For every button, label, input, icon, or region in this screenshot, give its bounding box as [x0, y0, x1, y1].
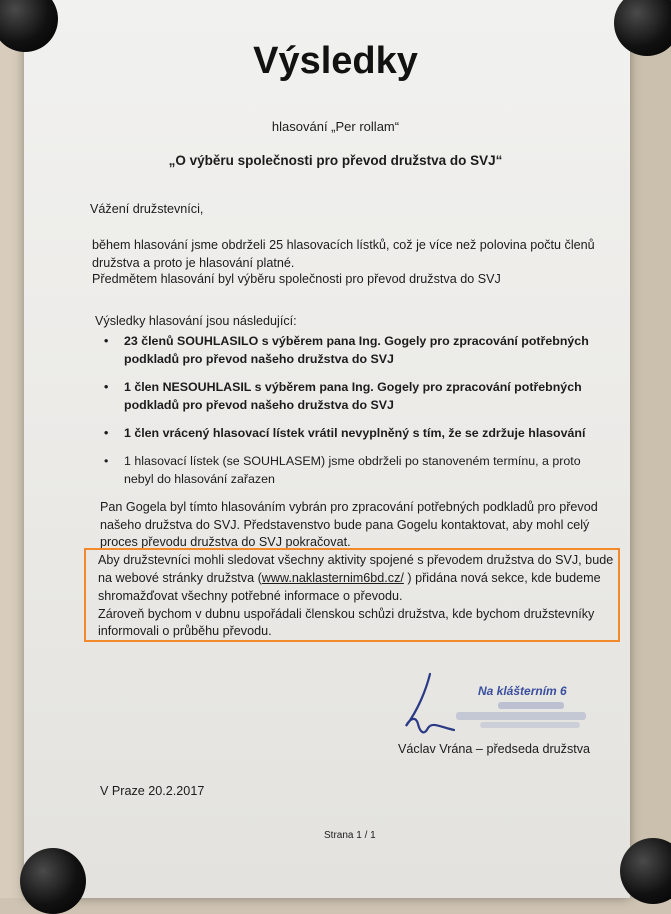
- results-heading: Výsledky hlasování jsou následující:: [95, 314, 297, 328]
- meeting-line: informovali o průběhu převodu.: [98, 624, 272, 638]
- result-line: 1 hlasovací lístek (se SOUHLASEM) jsme obdrželi po stanoveném termínu, a proto: [124, 454, 581, 468]
- selection-line: Pan Gogela byl tímto hlasováním vybrán pro zpracování potřebných podkladů pro převod: [100, 500, 598, 514]
- document-subject: „O výběru společnosti pro převod družstva do SVJ“: [168, 153, 503, 168]
- stamp-title: Na klášterním 6: [478, 684, 567, 698]
- website-line: shromažďovat všechny potřebné informace o převodu.: [98, 589, 403, 603]
- page-number: Strana 1 / 1: [324, 830, 376, 841]
- bullet-icon: •: [104, 454, 109, 468]
- place-date: V Praze 20.2.2017: [100, 784, 205, 798]
- result-line: 1 člen vrácený hlasovací lístek vrátil nevyplněný s tím, že se zdržuje hlasování: [124, 426, 586, 440]
- bullet-icon: •: [104, 380, 109, 394]
- website-line: Aby družstevníci mohli sledovat všechny aktivity spojené s převodem družstva do SVJ, bude: [98, 553, 614, 567]
- results-list: [100, 332, 610, 498]
- greeting: Vážení družstevníci,: [90, 202, 204, 216]
- stamp-blur: [498, 702, 564, 709]
- list-item: [100, 378, 610, 414]
- stamp-blur: [456, 712, 586, 720]
- website-line-start: na webové stránky družstva (: [98, 571, 262, 585]
- bullet-icon: •: [104, 334, 109, 348]
- document-title: Výsledky: [253, 40, 418, 82]
- website-line-end: ) přidána nová sekce, kde budeme: [403, 571, 601, 585]
- list-item: [100, 424, 610, 442]
- list-item: [100, 332, 610, 368]
- website-line: [98, 569, 601, 587]
- bullet-icon: •: [104, 426, 109, 440]
- intro-line: během hlasování jsme obdrželi 25 hlasovacích lístků, což je více než polovina počtu členů: [92, 238, 595, 252]
- signatory: Václav Vrána – předseda družstva: [398, 742, 591, 756]
- stamp-seal: [450, 680, 600, 732]
- intro-line: družstva a proto je hlasování platné.: [92, 256, 295, 270]
- meeting-line: Zároveň bychom v dubnu uspořádali členskou schůzi družstva, kde bychom družstevníky: [98, 607, 595, 621]
- list-item: [100, 452, 610, 488]
- document-subtitle: hlasování „Per rollam“: [271, 119, 400, 134]
- stamp-blur: [480, 722, 580, 728]
- result-line: podkladů pro převod našeho družstva do SVJ: [124, 352, 394, 366]
- intro-line: Předmětem hlasování byl výběru společnosti pro převod družstva do SVJ: [92, 272, 501, 286]
- result-line: podkladů pro převod našeho družstva do SVJ: [124, 398, 394, 412]
- result-line: nebyl do hlasování zařazen: [124, 472, 275, 486]
- selection-line: našeho družstva do SVJ. Představenstvo bude pana Gogelu kontaktovat, aby mohl celý: [100, 518, 590, 532]
- result-line: 23 členů SOUHLASILO s výběrem pana Ing. Gogely pro zpracování potřebných: [124, 334, 589, 348]
- website-link[interactable]: www.naklasternim6bd.cz/: [261, 571, 404, 585]
- magnet-bottom-left: [20, 848, 86, 914]
- result-line: 1 člen NESOUHLASIL s výběrem pana Ing. Gogely pro zpracování potřebných: [124, 380, 582, 394]
- selection-line: proces převodu družstva do SVJ pokračovat.: [100, 535, 351, 549]
